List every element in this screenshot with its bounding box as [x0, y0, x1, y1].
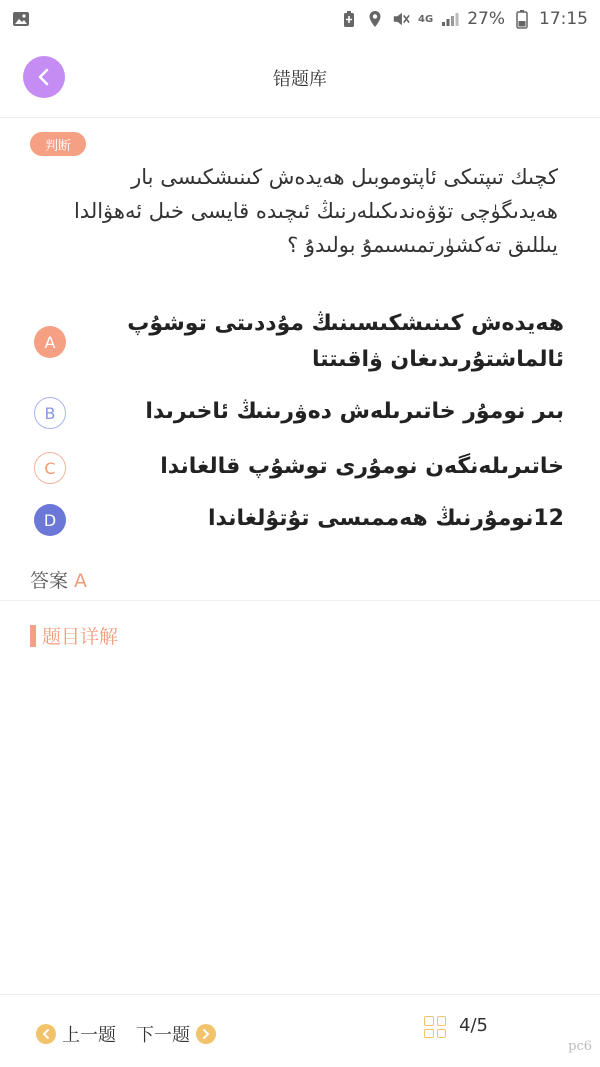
option-c-badge: C — [34, 452, 66, 484]
prev-question-button[interactable] — [36, 1021, 116, 1047]
bottom-nav-bar — [0, 994, 600, 1067]
option-d[interactable] — [34, 501, 564, 541]
gallery-notification-icon — [12, 10, 30, 28]
option-b-text: بىر نومۇر خاتىرىلەش دەۋرىنىڭ ئاخىرىدا — [145, 399, 564, 424]
section-accent-bar — [30, 625, 36, 647]
option-a-text: ھەيدەش كىنىشكىسىنىڭ مۇددىتى توشۇپ ئالماشتۇرىدىغان ۋاقىتتا — [127, 311, 564, 372]
option-b-badge: B — [34, 397, 66, 429]
header — [0, 38, 600, 118]
mute-icon — [392, 10, 410, 28]
prev-question-label: 上一题 — [62, 1025, 116, 1046]
option-d-text: 12نومۇرنىڭ ھەممىسى تۇتۇلغاندا — [207, 506, 564, 531]
question-grid-icon[interactable] — [424, 1016, 446, 1038]
next-question-button[interactable] — [136, 1021, 216, 1047]
divider — [0, 600, 600, 601]
battery-percent: 27% — [467, 9, 505, 29]
chevron-left-icon — [36, 1024, 56, 1044]
question-text: كچىك تىپتىكى ئاپتوموبىل ھەيدەش كىنىشكىسى بار ھەيدىگۈچى تۆۋەندىكىلەرنىڭ ئىچىدە قايسى خىل ئەھۋالدا يىللىق تەكشۈرتمىسىمۇ بولىدۇ ؟ — [73, 165, 558, 257]
option-c[interactable] — [34, 449, 564, 489]
status-bar — [0, 0, 600, 38]
signal-icon — [441, 10, 459, 28]
answer-value: A — [74, 570, 88, 592]
option-a-badge: A — [34, 326, 66, 358]
option-b[interactable] — [34, 394, 564, 434]
option-a[interactable] — [34, 306, 564, 378]
question-counter: 4/5 — [459, 1015, 488, 1036]
battery-icon — [513, 10, 531, 28]
network-type: 4G — [418, 13, 434, 25]
option-c-text: خاتىرىلەنگەن نومۇرى توشۇپ قالغاندا — [160, 454, 564, 479]
question-type-tag: 判断 — [30, 132, 86, 156]
chevron-right-icon — [196, 1024, 216, 1044]
option-d-badge: D — [34, 504, 66, 536]
watermark: pc6 — [568, 1039, 592, 1054]
answer-row — [30, 566, 87, 593]
answer-label: 答案 — [30, 570, 69, 592]
next-question-label: 下一题 — [136, 1025, 190, 1046]
detail-section-header — [30, 622, 118, 649]
page-title: 错题库 — [273, 69, 327, 90]
battery-saver-icon — [340, 10, 358, 28]
clock: 17:15 — [539, 9, 588, 29]
location-icon — [366, 10, 384, 28]
detail-title: 题目详解 — [42, 626, 119, 648]
